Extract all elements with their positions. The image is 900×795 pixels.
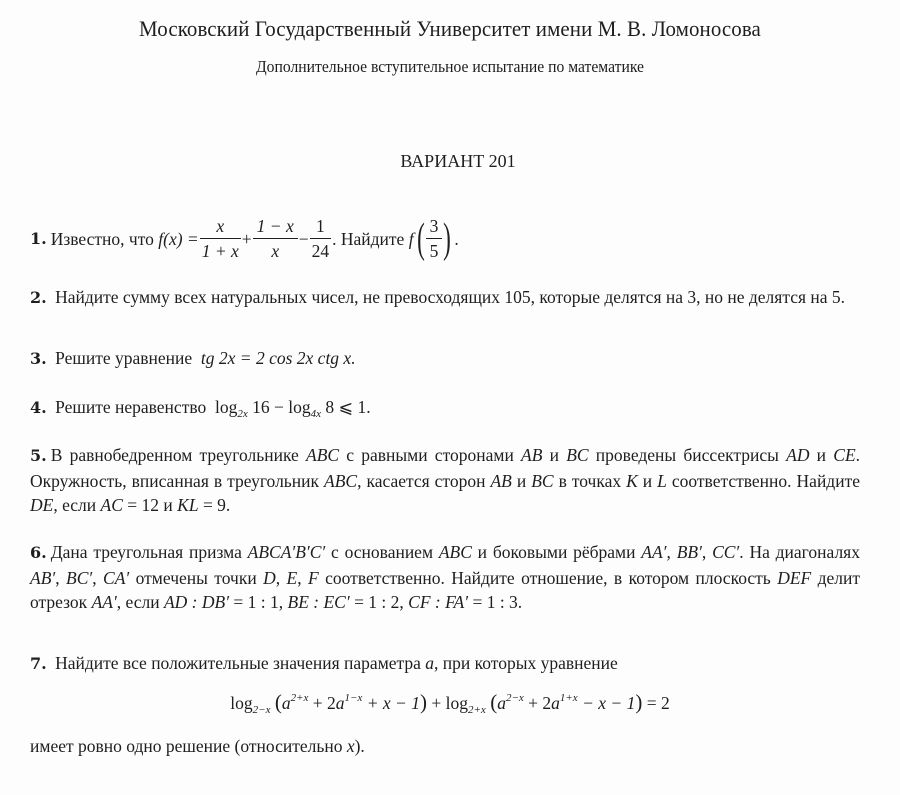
right-paren: ): [443, 216, 452, 262]
fraction: $\frac{1}{24}$: [311, 215, 330, 261]
fraction: $\frac{3}{5}$: [428, 218, 441, 261]
fraction: $\frac{1 - x}{x}$: [255, 218, 296, 261]
problem-5: 5. В равнобедренном треугольнике ABC с равными сторонами AB и BC проведены биссектрисы AD и CE. Окружность, вписанная в треугольник ABC, касается сторон AB и BC в точках K и L соответственно. Найдите DE, если AC = 12 и KL = 9.: [30, 445, 861, 515]
variant-label: ВАРИАНТ 201: [400, 151, 516, 171]
problem-number: 5.: [30, 446, 47, 465]
function-lhs: f(x) =: [158, 228, 199, 249]
problem-7-equation: $\log_{2-x} (a^{2+x} + 2a^{1-x} + x - 1) + \log_{2+x} (a^{2-x} + 2a^{1+x} - x - 1) = 2$: [230, 690, 670, 716]
problem-2: [30, 285, 860, 311]
problem-number: 6.: [30, 543, 47, 562]
inequality: $\log_{2x} 16 - \log_{4x} 8$ ⩽ 1.: [214, 397, 371, 420]
university-title: Московский Государственный Университет имени М. В. Ломоносова: [139, 16, 761, 41]
problem-text: Известно, что: [50, 228, 154, 249]
problem-number: 7.: [30, 654, 47, 673]
problem-number: 3.: [30, 349, 47, 368]
problem-number: 4.: [30, 398, 47, 417]
problem-3: [30, 346, 860, 372]
problem-text: Найдите сумму всех натуральных чисел, не превосходящих 105, которые делятся на 3, но не делятся на 5.: [55, 287, 846, 307]
problem-number: 1.: [30, 228, 47, 248]
problem-text: Решите неравенство: [55, 397, 207, 417]
exam-subtitle: Дополнительное вступительное испытание по математике: [256, 57, 644, 76]
problem-6: 6. Дана треугольная призма ABCA′B′C′ с основанием ABC и боковыми рёбрами AA′, BB′, CC′. На диагоналях AB′, BC′, CA′ отмечены точки D, E, F соответственно. Найдите отношение, в котором плоскость DEF делит отрезок AA′, если AD : DB′ = 1 : 1, BE : EC′ = 1 : 2, CF : FA′ = 1 : 3.: [30, 542, 861, 612]
fraction: $\frac{x}{1 + x}$: [201, 215, 239, 261]
problem-number: 2.: [30, 288, 47, 307]
problem-7: 7. Найдите все положительные значения параметра a, при которых уравнение: [30, 653, 618, 673]
problem-4: [30, 395, 860, 421]
problem-7-tail: имеет ровно одно решение (относительно x).: [30, 736, 365, 756]
problem-1: 1. Известно, что f(x) = $\frac{x}{1 + x}$ + $\frac{1 - x}{x}$ − $\frac{1}{24}$ . Найдите f ( $\frac{3}{5}$ ) .: [30, 215, 459, 262]
equation: tg 2x = 2 cos 2x ctg x.: [200, 348, 356, 368]
problem-text: Решите уравнение: [55, 348, 193, 368]
left-paren: (: [416, 216, 425, 262]
